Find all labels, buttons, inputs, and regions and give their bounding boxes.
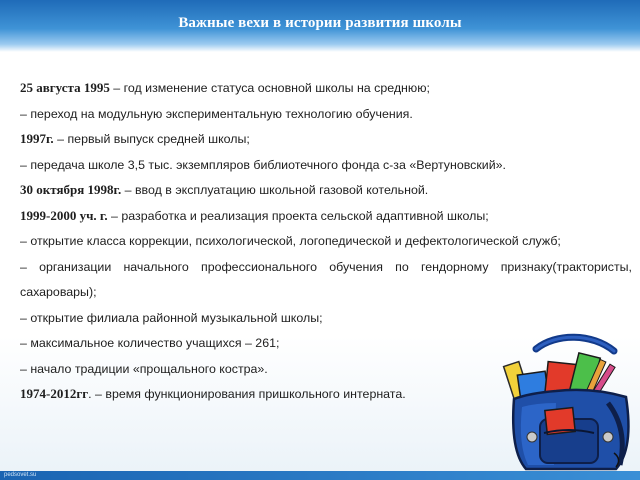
milestone-text: – начало традиции «прощального костра». xyxy=(20,361,268,376)
milestone-line xyxy=(20,206,632,232)
milestone-text: – максимальное количество учащихся – 261; xyxy=(20,336,280,350)
milestone-line xyxy=(20,129,632,155)
milestone-text: – переход на модульную экспериментальную технологию обучения. xyxy=(20,106,413,121)
milestone-line xyxy=(20,78,632,104)
slide-title: Важные вехи в истории развития школы xyxy=(178,15,462,31)
milestone-date: 1999-2000 уч. г. xyxy=(20,207,108,223)
milestone-line xyxy=(20,155,632,181)
milestone-text: – передача школе 3,5 тыс. экземпляров библиотечного фонда с-за «Вертуновский». xyxy=(20,157,506,172)
milestone-line xyxy=(20,231,632,257)
milestone-date: 30 октября 1998г. xyxy=(20,182,122,197)
milestone-line xyxy=(20,282,632,308)
footer-watermark: pedsovet.su xyxy=(4,472,37,478)
milestone-text: сахаровары); xyxy=(20,285,97,299)
milestone-date: 1974-2012гг xyxy=(20,386,89,401)
milestone-line xyxy=(20,180,632,206)
milestone-text: – ввод в эксплуатацию школьной газовой котельной. xyxy=(121,183,429,197)
milestone-text: – открытие класса коррекции, психологической, логопедической и дефектологической служб; xyxy=(20,234,561,248)
school-backpack-image xyxy=(496,333,640,473)
footer-bar xyxy=(0,471,640,480)
milestone-date: 1997г. xyxy=(20,131,54,146)
milestone-text: – год изменение статуса основной школы на среднюю; xyxy=(109,81,430,95)
milestone-text: – открытие филиала районной музыкальной школы; xyxy=(20,310,323,325)
milestone-text: – разработка и реализация проекта сельской адаптивной школы; xyxy=(107,208,489,223)
milestone-line xyxy=(20,104,632,130)
milestone-line xyxy=(20,257,632,283)
milestone-text: – организации начального профессионального обучения по гендорному признаку(трактористы, xyxy=(20,259,632,274)
milestone-text: . – время функционирования пришкольного интерната. xyxy=(88,387,406,401)
milestone-text: – первый выпуск средней школы; xyxy=(53,132,250,146)
milestone-date: 25 августа 1995 xyxy=(20,80,110,95)
milestone-line xyxy=(20,308,632,334)
